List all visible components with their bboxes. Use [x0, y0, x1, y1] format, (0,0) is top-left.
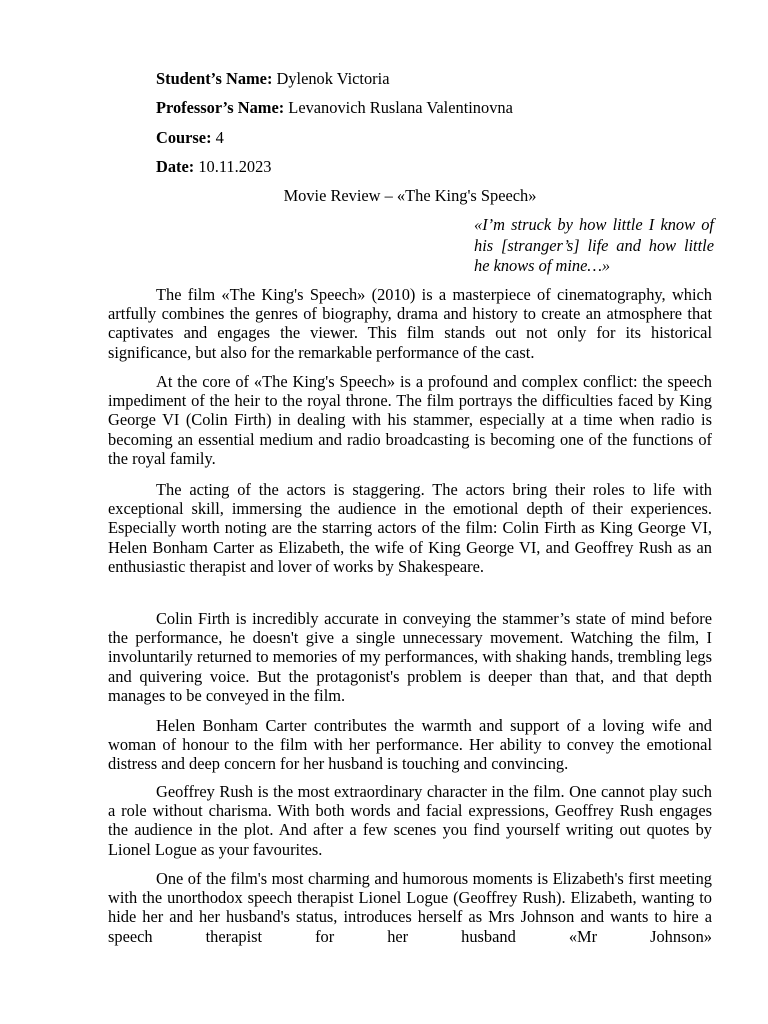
date-line — [156, 157, 271, 177]
document-title: Movie Review – «The King's Speech» — [283, 186, 537, 205]
date-value: 10.11.2023 — [194, 157, 272, 176]
paragraph-1: The film «The King's Speech» (2010) is a masterpiece of cinematography, which artfully combines the genres of biography, drama and history to create an atmosphere that captivates and engages the viewer. This film stands out not only for its historical significance, but also for the remarkable performance of the cast. — [108, 285, 712, 362]
professor-name-value: Levanovich Ruslana Valentinovna — [284, 98, 513, 117]
date-label: Date: — [156, 157, 195, 176]
student-name-value: Dylenok Victoria — [272, 69, 390, 88]
paragraph-7: One of the film's most charming and humorous moments is Elizabeth's first meeting with the unorthodox speech therapist Lionel Logue (Geoffrey Rush). Elizabeth, wanting to hide her and her husband's status, introduces herself as Mrs Johnson and wants to hire a speech therapist for her husband «Mr Johnson» — [108, 869, 712, 946]
professor-name-label: Professor’s Name: — [156, 98, 285, 117]
student-name-label: Student’s Name: — [156, 69, 273, 88]
paragraph-4: Colin Firth is incredibly accurate in conveying the stammer’s state of mind before the performance, he doesn't give a single unnecessary movement. Watching the film, I involuntarily returned to memories of my performances, with shaking hands, trembling legs and quivering voice. But the protagonist's problem is deeper than that, and that depth manages to be conveyed in the film. — [108, 609, 712, 705]
paragraph-3: The acting of the actors is staggering. The actors bring their roles to life with exceptional skill, immersing the audience in the emotional depth of their experiences. Especially worth noting are the starring actors of the film: Colin Firth as King George VI, Helen Bonham Carter as Elizabeth, the wife of King George VI, and Geoffrey Rush as an enthusiastic therapist and lover of works by Shakespeare. — [108, 480, 712, 576]
paragraph-2: At the core of «The King's Speech» is a profound and complex conflict: the speech impediment of the heir to the royal throne. The film portrays the difficulties faced by King George VI (Colin Firth) in dealing with his stammer, especially at a time when radio is becoming an essential medium and radio broadcasting is becoming one of the functions of the royal family. — [108, 372, 712, 468]
course-line — [156, 128, 224, 148]
paragraph-5: Helen Bonham Carter contributes the warmth and support of a loving wife and woman of honour to the film with her performance. Her ability to convey the emotional distress and deep concern for her husband is touching and convincing. — [108, 716, 712, 774]
course-value: 4 — [211, 128, 224, 147]
student-name-line — [156, 69, 389, 89]
course-label: Course: — [156, 128, 212, 147]
professor-name-line — [156, 98, 513, 118]
epigraph-quote: «I’m struck by how little I know of his [stranger’s] life and how little he knows of mine…» — [474, 215, 714, 275]
paragraph-6: Geoffrey Rush is the most extraordinary character in the film. One cannot play such a role without charisma. With both words and facial expressions, Geoffrey Rush engages the audience in the plot. And after a few scenes you find yourself writing out quotes by Lionel Logue as your favourites. — [108, 782, 712, 859]
